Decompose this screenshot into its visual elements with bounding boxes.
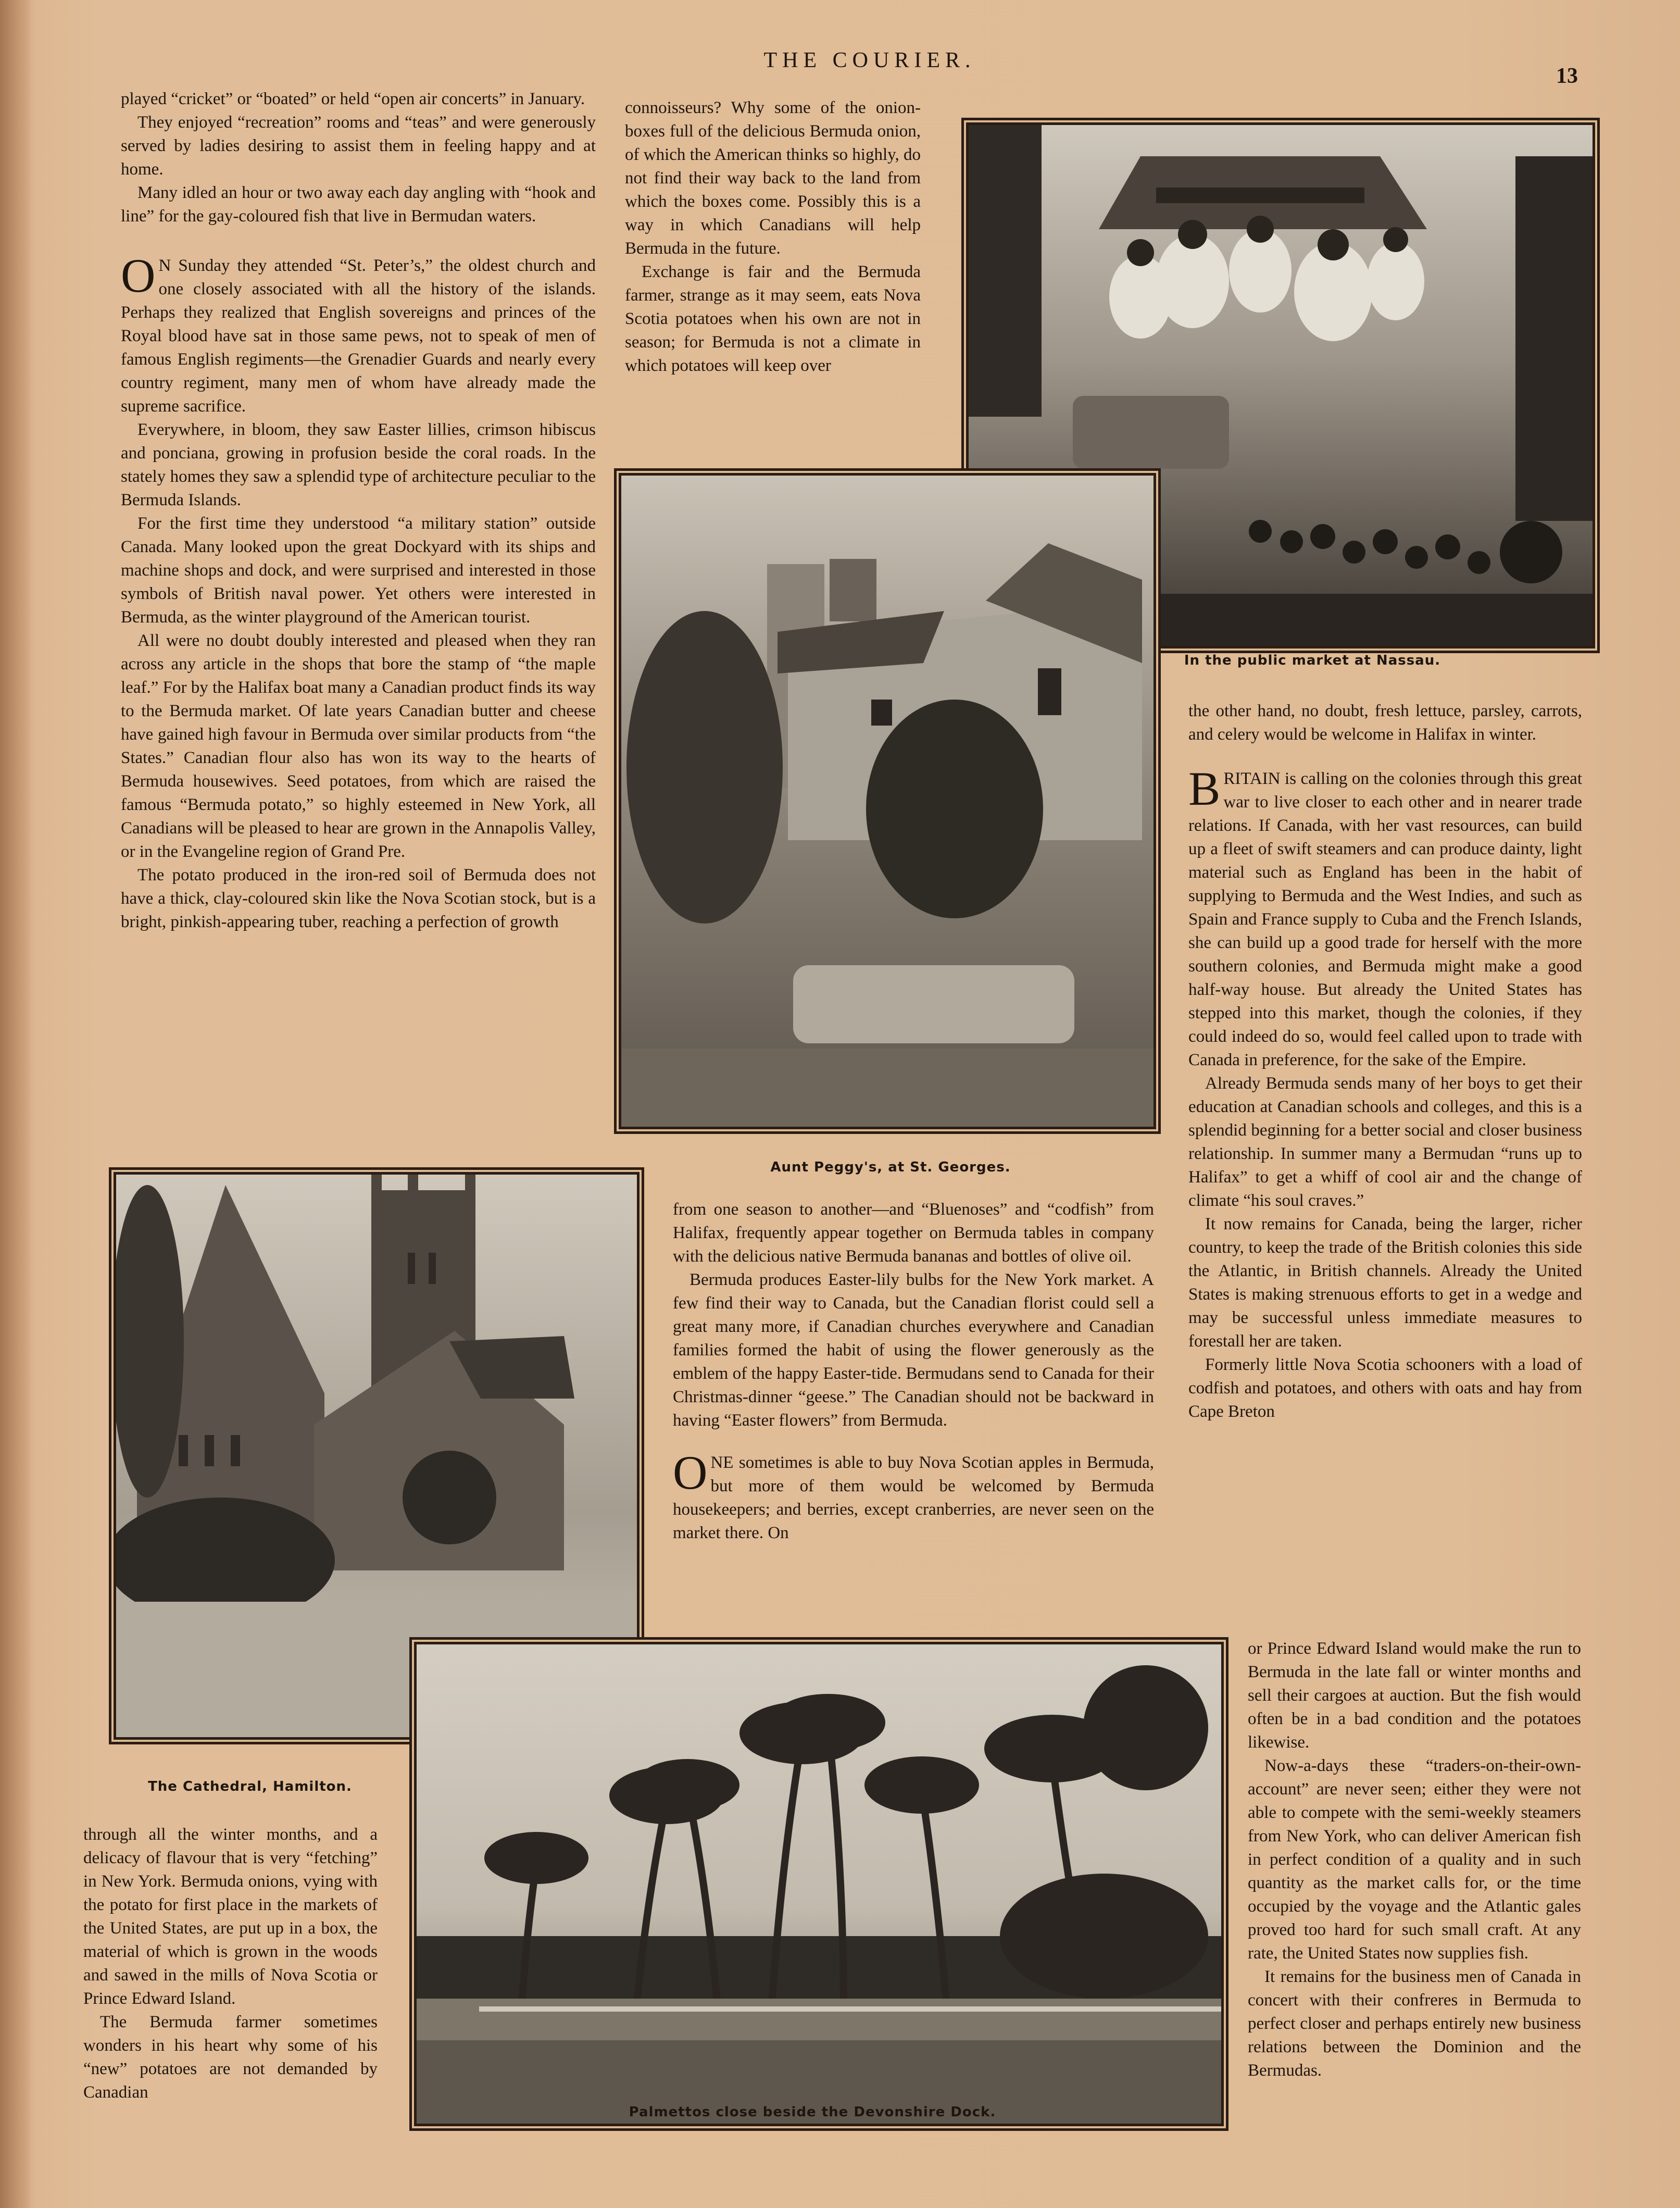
paragraph: Everywhere, in bloom, they saw Easter lillies, crimson hibiscus and ponciana, growing in profusion beside the coral roads. In the stately homes they saw a splendid type of architecture peculiar to the Bermuda Islands.: [121, 420, 596, 509]
paragraph: O N Sunday they attended “St. Peter’s,” the oldest church and one closely associated with all the history of the islands. Perhaps they realized that English sovereigns and princes of the Royal blood have sat in those same pews, not to speak of men of famous English regiments—the Grenadier Guards and nearly every country regiment, many men of whom have already made the supreme sacrifice.: [121, 249, 596, 416]
caption-market: In the public market at Nassau.: [1184, 653, 1441, 668]
paragraph: Already Bermuda sends many of her boys to get their education at Canadian schools and colleges, and this is a splendid beginning for a better social and closer business relationship. In summer many a Bermudan “runs up to Halifax” to get a whiff of cool air and the change of climate “his soul craves.”: [1188, 1074, 1582, 1210]
paragraph: the other hand, no doubt, fresh lettuce, parsley, carrots, and celery would be welcome in Halifax in winter.: [1188, 702, 1582, 744]
paragraph: Formerly little Nova Scotia schooners with a load of codfish and potatoes, and others with oats and hay from Cape Breton: [1188, 1355, 1582, 1421]
paragraph: Exchange is fair and the Bermuda farmer, strange as it may seem, eats Nova Scotia potatoes when his own are not in season; for Bermuda is not a climate in which potatoes will keep over: [625, 263, 921, 375]
paragraph: played “cricket” or “boated” or held “open air concerts” in January.: [121, 90, 585, 108]
paragraph: Many idled an hour or two away each day angling with “hook and line” for the gay-coloured fish that live in Bermudan waters.: [121, 183, 596, 226]
drop-cap: B: [1188, 762, 1221, 815]
column-2-top: [625, 96, 921, 378]
caption-palmettos: Palmettos close beside the Devonshire Dock.: [629, 2104, 996, 2120]
paragraph: For the first time they understood “a military station” outside Canada. Many looked upon the great Dockyard with its ships and machine shops and dock, and were surprised and interested in those symbols of British naval power. Yet others were interested in Bermuda, as the winter playground of the American tourist.: [121, 514, 596, 627]
page-binding-shadow: [0, 0, 31, 2208]
paragraph: The potato produced in the iron-red soil of Bermuda does not have a thick, clay-coloured skin like the Nova Scotian stock, but is a bright, pinkish-appearing tuber, reaching a perfection of growth: [121, 866, 596, 931]
paragraph: The Bermuda farmer sometimes wonders in his heart why some of his “new” potatoes are not demanded by Canadian: [83, 2013, 378, 2102]
column-2-middle: [673, 1198, 1154, 1545]
photo-palmettos-devonshire-dock: [414, 1642, 1224, 2126]
column-3: [1188, 700, 1582, 1424]
column-1-top: [121, 88, 596, 934]
paragraph: from one season to another—and “Bluenoses” and “codfish” from Halifax, frequently appear together on Bermuda tables in company with the delicious native Bermuda bananas and bottles of olive oil.: [673, 1200, 1154, 1266]
paragraph: It remains for the business men of Canada in concert with their confreres in Bermuda to perfect closer and perhaps entirely new business relations between the Dominion and the Bermudas.: [1248, 1967, 1581, 2080]
column-1-bottom: [83, 1823, 378, 2104]
paragraph: Now-a-days these “traders-on-their-own-account” are never seen; either they were not able to compete with the semi-weekly steamers from New York, who can deliver American fish in perfect condition of a quality and in such quantity as the market calls for, or the time occupied by the voyage and the Atlantic gales proved too hard for such small craft. At any rate, the United States now supplies fish.: [1248, 1756, 1581, 1963]
paragraph: Bermuda produces Easter-lily bulbs for the New York market. A few find their way to Canada, but the Canadian florist could sell a great many more, if Canadian churches everywhere and Canadian families formed the habit of using the flower generously as the emblem of the happy Easter-tide. Bermudans send to Canada for their Christmas-dinner “geese.” The Canadian should not be backward in having “Easter flowers” from Bermuda.: [673, 1270, 1154, 1430]
running-head: THE COURIER.: [763, 48, 976, 72]
paragraph: ONE sometimes is able to buy Nova Scotian apples in Bermuda, but more of them would be welcomed by Bermuda housekeepers; and berries, except cranberries, are never seen on the market there. On: [673, 1446, 1154, 1542]
caption-aunt-peggys: Aunt Peggy's, at St. Georges.: [770, 1159, 1011, 1175]
caption-cathedral: The Cathedral, Hamilton.: [148, 1779, 352, 1794]
paragraph: through all the winter months, and a delicacy of flavour that is very “fetching” in New York. Bermuda onions, vying with the potato for first place in the markets of the United States, are put up in a box, the material of which is grown in the woods and sawed in the mills of Nova Scotia or Prince Edward Island.: [83, 1825, 378, 2008]
paragraph: connoisseurs? Why some of the onion-boxes full of the delicious Bermuda onion, of which the American thinks so highly, do not find their way back to the land from which the boxes come. Possibly this is a way in which Canadians will help Bermuda in the future.: [625, 98, 921, 258]
paragraph: BRITAIN is calling on the colonies through this great war to live closer to each other and in nearer trade relations. If Canada, with her vast resources, can build up a fleet of swift steamers and can produce dainty, light material such as England has been in the habit of supplying to Bermuda and the West Indies, and such as Spain and France supply to Cuba and the French Islands, she can build up a good trade for herself with the more southern colonies, and Bermuda might make a good half-way house. But already the United States has stepped into this market, though the colonies, if they could indeed do so, would feel called upon to trade with Canada in preference, for the sake of the Empire.: [1188, 762, 1582, 1069]
photo-aunt-peggys: [619, 473, 1156, 1129]
drop-cap: O: [673, 1446, 708, 1499]
paragraph: All were no doubt doubly interested and pleased when they ran across any article in the shops that bore the stamp of “the maple leaf.” For by the Halifax boat many a Canadian product finds its way to the Bermuda market. Of late years Canadian butter and cheese have gained high favour in Bermuda over similar products from “the States.” Canadian flour also has won its way to the hearts of Bermuda housewives. Seed potatoes, from which are raised the famous “Bermuda potato,” so highly esteemed in New York, all Canadians will be pleased to hear are grown in the Annapolis Valley, or in the Evangeline region of Grand Pre.: [121, 631, 596, 861]
column-3-bottom: [1248, 1637, 1581, 2082]
page-number: 13: [1556, 64, 1578, 88]
paragraph: It now remains for Canada, being the larger, richer country, to keep the trade of the British colonies this side the Atlantic, in British channels. Already the United States is making strenuous efforts to get in a wedge and may be successful unless immediate measures to forestall her are taken.: [1188, 1215, 1582, 1351]
paragraph: or Prince Edward Island would make the run to Bermuda in the late fall or winter months and sell their cargoes at auction. But the fish would often be in a bad condition and the potatoes likewise.: [1248, 1639, 1581, 1752]
paragraph: They enjoyed “recreation” rooms and “teas” and were generously served by ladies desiring to assist them in feeling happy and at home.: [121, 113, 596, 179]
drop-cap: O: [121, 249, 156, 302]
